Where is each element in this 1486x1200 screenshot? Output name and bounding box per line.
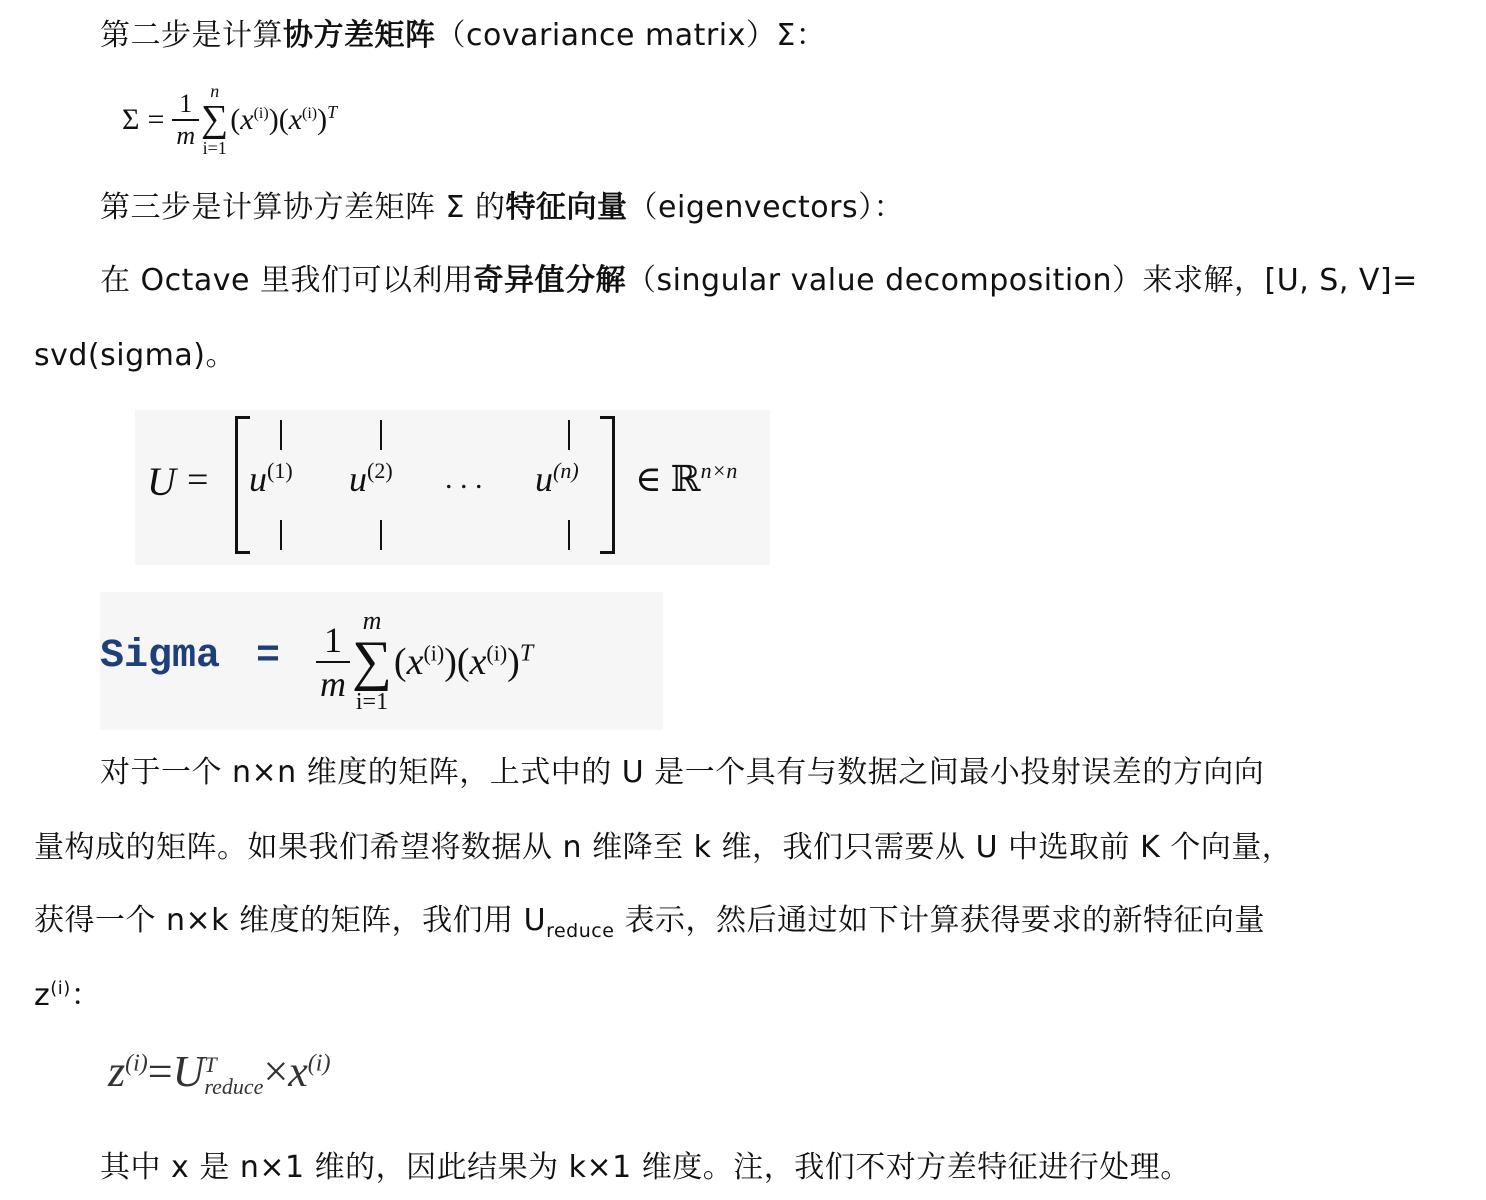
text-reduce-subscript: reduce <box>546 920 615 942</box>
matrix-eq: = <box>187 459 209 501</box>
proj-x-sup: (i) <box>307 1050 331 1077</box>
sigma-code-formula <box>100 592 663 730</box>
paragraph-u-matrix-line-4 <box>34 976 101 1016</box>
matrix-u-figure <box>135 410 770 565</box>
proj-z: z <box>108 1047 126 1096</box>
paragraph-step-three <box>100 188 904 228</box>
text-z: z <box>34 978 51 1013</box>
paragraph-step-two <box>100 16 826 56</box>
sigma-sum <box>352 608 392 716</box>
proj-U-sub: reduce <box>204 1073 264 1099</box>
text-svd-bold: 奇异值分解 <box>473 263 627 298</box>
projection-formula <box>108 1046 330 1098</box>
proj-U: U <box>172 1047 205 1096</box>
sigma-code-label: Sigma <box>100 634 221 679</box>
formula-sum <box>201 82 228 158</box>
formula-denominator: m <box>176 121 196 150</box>
proj-times: × <box>263 1047 289 1096</box>
text-note: 其中 x 是 n×1 维的，因此结果为 k×1 维度。注，我们不对方差特征进行处理。 <box>100 1150 1191 1185</box>
sum-lower: i=1 <box>202 138 227 158</box>
sigma-sum-upper: m <box>362 606 382 635</box>
text-octave-tail: （singular value decomposition）来求解，[U, S, V]= <box>626 263 1418 298</box>
sum-upper: n <box>210 81 220 101</box>
text-z-superscript: (i) <box>50 978 71 999</box>
text-step-two-lead: 第二步是计算 <box>100 18 283 53</box>
paragraph-octave-svd <box>100 261 1418 301</box>
proj-z-sup: (i) <box>125 1050 148 1077</box>
paragraph-u-matrix-line-2 <box>34 828 1292 868</box>
text-u-explain-3a: 获得一个 n×k 维度的矩阵，我们用 U <box>34 903 547 938</box>
proj-x: x <box>288 1047 308 1096</box>
text-u-explain-2: 量构成的矩阵。如果我们希望将数据从 n 维降至 k 维，我们只需要从 U 中选取前 K 个向量， <box>34 830 1293 865</box>
sigma-formula-body: $(x^{(i)})(x^{(i)})^T$ <box>393 640 534 683</box>
formula-lhs: Σ <box>122 103 140 136</box>
formula-eq: = <box>147 103 165 136</box>
sigma-formula-rhs <box>316 596 533 728</box>
text-step-two-tail: （covariance matrix）Σ： <box>435 18 827 53</box>
matrix-dots: . . . <box>445 462 483 495</box>
matrix-column-1: $u^{(1)}$ <box>247 420 317 550</box>
matrix-lhs: U <box>147 459 176 504</box>
sigma-numerator: 1 <box>316 619 350 663</box>
matrix-column-n: $u^{(n)}$ <box>535 420 605 550</box>
proj-U-sup: T <box>204 1051 217 1077</box>
sum-symbol: ∑ <box>201 98 229 140</box>
proj-eq: = <box>147 1047 173 1096</box>
text-step-three-lead: 第三步是计算协方差矩阵 Σ 的 <box>100 190 506 225</box>
matrix-in-reals: ∈ ℝ$^{n\times n}$ <box>635 458 738 499</box>
text-octave-lead: 在 Octave 里我们可以利用 <box>100 263 474 298</box>
sigma-sum-symbol: ∑ <box>352 630 392 692</box>
sigma-denominator: m <box>320 664 346 704</box>
sigma-fraction <box>316 619 350 705</box>
sigma-code-eq: = <box>256 634 281 679</box>
paragraph-u-matrix-line-3 <box>34 901 1265 941</box>
covariance-formula <box>122 72 337 168</box>
text-u-explain-3b: 表示，然后通过如下计算获得要求的新特征向量 <box>614 903 1265 938</box>
paragraph-u-matrix-line-1 <box>100 753 1264 793</box>
formula-body: $(x^{(i)})(x^{(i)})^T$ <box>230 102 338 136</box>
text-covariance-bold: 协方差矩阵 <box>283 18 436 53</box>
text-svd-call: svd(sigma)。 <box>34 338 236 373</box>
paragraph-octave-svd-cont <box>34 336 236 376</box>
text-colon: ： <box>70 978 102 1013</box>
formula-numerator: 1 <box>172 89 199 121</box>
paragraph-note <box>100 1148 1191 1188</box>
sigma-sum-lower: i=1 <box>355 689 389 715</box>
text-eigenvectors-bold: 特征向量 <box>505 190 628 225</box>
text-step-three-tail: （eigenvectors）： <box>627 190 905 225</box>
text-u-explain-1: 对于一个 n×n 维度的矩阵，上式中的 U 是一个具有与数据之间最小投射误差的方向向 <box>100 755 1265 790</box>
matrix-column-2: $u^{(2)}$ <box>347 420 417 550</box>
formula-fraction <box>172 89 199 151</box>
